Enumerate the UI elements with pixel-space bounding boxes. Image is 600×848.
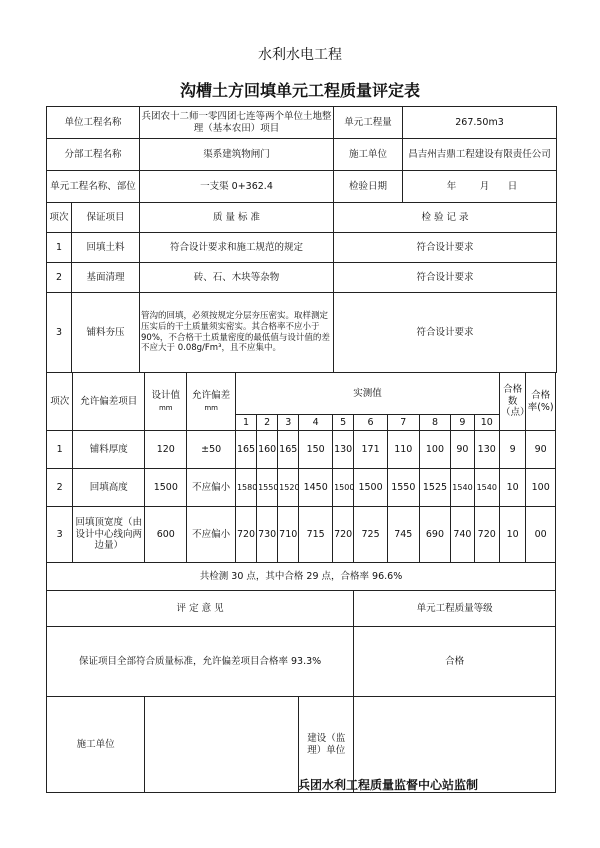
measured-value: 100 [419,431,451,469]
row-design: 1500 [145,469,187,507]
table-row [47,431,556,469]
measured-value: 1550 [257,469,278,507]
measured-value: 110 [387,431,419,469]
point-no: 3 [278,415,299,431]
construction-unit-value: 昌吉州吉鼎工程建设有限责任公司 [403,139,557,171]
point-no: 7 [387,415,419,431]
form-title: 沟槽土方回填单元工程质量评定表 [179,81,420,100]
row-allow: 不应偏小 [187,469,236,507]
grade-label: 单元工程质量等级 [354,591,556,627]
col-record: 检 验 记 录 [334,203,557,233]
row-item: 回填高度 [73,469,145,507]
col-guarantee-item: 保证项目 [72,203,140,233]
measured-value: 160 [257,431,278,469]
measured-value: 90 [451,431,474,469]
year-label: 年 [446,180,457,192]
col-no: 项次 [47,373,73,431]
measured-value: 690 [419,507,451,563]
table-row [47,293,557,373]
row-pass-rate: 90 [526,431,556,469]
measured-value: 150 [299,431,333,469]
row-no: 3 [47,293,72,373]
unit-quantity-label: 单元工程量 [334,107,403,139]
sign-construction-unit: 施工单位 [47,697,145,793]
row-item: 铺料夯压 [72,293,140,373]
construction-unit-label: 施工单位 [334,139,403,171]
measured-value: 1580 [235,469,256,507]
row-pass-count: 9 [499,431,525,469]
element-name-value: 一支渠 0+362.4 [140,171,334,203]
measured-value: 1550 [387,469,419,507]
design-label: 设计值 [151,389,181,401]
measured-value: 715 [299,507,333,563]
measured-value: 1520 [278,469,299,507]
measured-value: 1540 [451,469,474,507]
sub-project-label: 分部工程名称 [47,139,140,171]
summary: 共检测 30 点，其中合格 29 点，合格率 96.6% [47,563,556,591]
allow-unit: mm [204,403,218,412]
row-record: 符合设计要求 [334,263,557,293]
info-guarantee-table [46,106,557,373]
unit-quantity-value: 267.50m3 [403,107,557,139]
point-no: 2 [257,415,278,431]
row-item: 回填土料 [72,233,140,263]
row-standard: 砖、石、木块等杂物 [140,263,334,293]
table-row [47,469,556,507]
row-design: 120 [145,431,187,469]
col-pass-count: 合格数（点） [499,373,525,431]
measured-value: 1540 [474,469,499,507]
month-label: 月 [479,180,490,192]
col-pass-rate: 合格率(%) [526,373,556,431]
point-no: 4 [299,415,333,431]
col-standard: 质 量 标 准 [140,203,334,233]
check-date-label: 检验日期 [334,171,403,203]
measured-value: 171 [354,431,388,469]
col-measured: 实测值 [235,373,499,415]
row-record: 符合设计要求 [334,233,557,263]
check-date-value [403,171,557,203]
design-unit: mm [158,403,173,412]
row-standard: 管沟的回填，必须按规定分层夯压密实。取样测定压实后的干土质量须实密实。其合格率不应小于 90%，不合格干土质量密度的最低值与设计值的差不应大于 0.08g/Fm³，且不应集中。 [140,293,334,373]
table-row [47,263,557,293]
sign-owner-supervisor: 建设（监理）单位 [299,697,354,793]
point-no: 8 [419,415,451,431]
row-item: 回填顶宽度（由设计中心线向两边量） [73,507,145,563]
unit-project-label: 单位工程名称 [47,107,140,139]
measured-value: 740 [451,507,474,563]
point-no: 10 [474,415,499,431]
allow-label: 允许偏差 [192,389,231,401]
table-row [47,507,556,563]
row-record: 符合设计要求 [334,293,557,373]
measured-value: 745 [387,507,419,563]
org-title: 水利水电工程 [258,47,342,63]
row-item: 基面清理 [72,263,140,293]
measured-value: 710 [278,507,299,563]
opinion-label: 评 定 意 见 [47,591,354,627]
measured-value: 720 [333,507,354,563]
row-pass-count: 10 [499,507,525,563]
measured-value: 730 [257,507,278,563]
point-no: 1 [235,415,256,431]
row-no: 2 [47,263,72,293]
measured-value: 720 [235,507,256,563]
unit-project-value: 兵团农十二师一零四团七连等两个单位土地整理（基本农田）项目 [140,107,334,139]
grade-value: 合格 [354,627,556,697]
table-row [47,233,557,263]
row-no: 3 [47,507,73,563]
sign-construction-blank [145,697,299,793]
measured-value: 165 [278,431,299,469]
opinion-text: 保证项目全部符合质量标准，允许偏差项目合格率 93.3% [47,627,354,697]
col-no: 项次 [47,203,72,233]
measured-value: 1450 [299,469,333,507]
measured-value: 1500 [354,469,388,507]
row-pass-count: 10 [499,469,525,507]
footer-note: 兵团水利工程质量监督中心站监制 [298,778,479,792]
row-no: 1 [47,233,72,263]
row-no: 1 [47,431,73,469]
measured-value: 130 [333,431,354,469]
measured-value: 720 [474,507,499,563]
row-allow: ±50 [187,431,236,469]
point-no: 6 [354,415,388,431]
col-tolerance-item: 允许偏差项目 [73,373,145,431]
measured-value: 1525 [419,469,451,507]
tolerance-table [46,372,556,793]
element-name-label: 单元工程名称、部位 [47,171,140,203]
point-no: 5 [333,415,354,431]
row-pass-rate: 00 [526,507,556,563]
day-label: 日 [507,180,518,192]
row-standard: 符合设计要求和施工规范的规定 [140,233,334,263]
col-design [145,373,187,431]
row-no: 2 [47,469,73,507]
sub-project-value: 渠系建筑物闸门 [140,139,334,171]
measured-value: 725 [354,507,388,563]
row-item: 铺料厚度 [73,431,145,469]
row-allow: 不应偏小 [187,507,236,563]
measured-value: 1500 [333,469,354,507]
col-allow [187,373,236,431]
measured-value: 165 [235,431,256,469]
measured-value: 130 [474,431,499,469]
row-pass-rate: 100 [526,469,556,507]
point-no: 9 [451,415,474,431]
row-design: 600 [145,507,187,563]
